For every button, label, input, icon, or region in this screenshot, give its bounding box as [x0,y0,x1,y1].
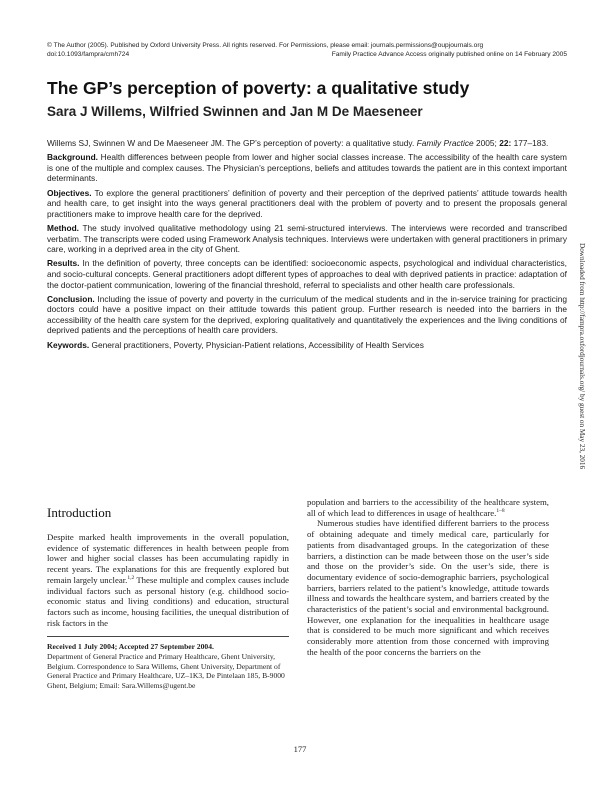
received-dates: Received 1 July 2004; Accepted 27 September 2004. [47,642,214,651]
abstract-label: Objectives. [47,187,92,198]
body-column-left [47,505,289,628]
abstract-text: Health differences between people from lower and higher social classes increase. The accessibility of the health care system is one of the multiple and complex causes. The Physician’s perceptions, beliefs and attitudes towards the patient are in this context important determinants. [47,152,567,184]
intro-paragraph-1 [47,532,289,628]
doi-link[interactable]: doi:10.1093/fampra/cmh724 [47,51,130,58]
abstract-conclusion [47,294,567,336]
abstract-label: Keywords. [47,339,90,350]
abstract-block [47,138,567,354]
abstract-objectives [47,188,567,220]
section-heading-introduction: Introduction [47,505,112,520]
page-number: 177 [293,744,307,754]
abstract-results [47,258,567,290]
footnote-divider [47,636,289,637]
abstract-background [47,152,567,184]
download-watermark[interactable]: Downloaded from http://fampra.oxfordjournals.org/ by guest on May 23, 2016 [578,243,586,470]
paragraph-text: population and barriers to the accessibility of the healthcare system, all of which lead to differences in usage of healthcare. [307,497,549,518]
abstract-label: Results. [47,258,80,269]
citation-pages: 177–183. [511,138,549,148]
article-authors: Sara J Willems, Wilfried Swinnen and Jan M De Maeseneer [47,104,423,119]
abstract-label: Conclusion. [47,293,95,304]
abstract-text: The study involved qualitative methodology using 21 semi-structured interviews. The interviews were recorded and transcribed verbatim. The transcripts were coded using Framework Analysis techniques. Interviews were undertaken with general practitioners in primary care, working in a deprived area in the city of Ghent. [47,222,567,255]
body-column-right [307,497,549,658]
reference-superscript[interactable]: 1–8 [496,507,505,514]
received-footnote [47,642,289,690]
paragraph-text: Despite marked health improvements in the overall population, evidence of systematic differences in health between people from lower and higher social classes has been accumulating rapidly in recent years. The explanations for this are frequently explored but remain largely unclear. [47,532,289,585]
doi-row [47,50,567,59]
abstract-text: General practitioners, Poverty, Physician-Patient relations, Accessibility of Health Services [89,339,424,350]
copyright-line: © The Author (2005). Published by Oxford University Press. All rights reserved. For Permissions, please email: journals.permissions@oupjournals.org [47,42,484,49]
citation-year: 2005; [473,138,500,148]
abstract-text: To explore the general practitioners’ definition of poverty and their perception of the deprived patients’ attitude towards health and health care, to get insight into the ways general practitioners deal with the problem of poverty and to present the proposals general practitioners make to improve health care for the deprived. [47,187,567,219]
advance-access-note: Family Practice Advance Access originally published online on 14 February 2005 [331,51,567,58]
abstract-text: Including the issue of poverty and poverty in the curriculum of the medical students and in the in-service training for practicing doctors could have a positive impact on their attitude towards this patient group. Further research is needed into the barriers in the accessibility of the health care system for the deprived, exploring qualitatively and quantitatively the experiences and the living conditions of deprived patients and the perceptions of health care providers. [47,293,567,336]
abstract-label: Method. [47,222,79,233]
citation-prefix: Willems SJ, Swinnen W and De Maeseneer JM. The GP’s perception of poverty: a qualitative study. [47,138,417,148]
citation-volume: 22: [499,138,512,148]
intro-paragraph-1-continued [307,497,549,518]
abstract-text: In the definition of poverty, three concepts can be identified: socioeconomic aspects, psychological and individual characteristics, and socio-cultural concepts. General practitioners adopt different types of approaches to deal with deprived patients in practice: adaptation of the doctor-patient communication, lowering of the financial threshold, referral to specialists and other health care professionals. [47,258,567,290]
intro-paragraph-2: Numerous studies have identified different barriers to the process of obtaining adequate and timely medical care, particularly for patients from disadvantaged groups. In the categorization of these barriers, a distinction can be made between those on the user’s side and those on the provider’s side. On the user’s side, there is documentary evidence of socio-demographic barriers, psychological barriers, barriers related to the patient’s knowledge, attitude towards illness and towards the healthcare system, and barriers created by the characteristics of the patient’s social and environmental background. However, one explanation for the inequalities in healthcare usage that is considered to be much more significant and which receives considerably more attention from those concerned with improving the health of the poor concerns the barriers on the [307,518,549,657]
citation [47,138,567,149]
abstract-keywords [47,340,567,351]
paragraph-text: These multiple and complex causes include individual factors such as personal history (e.g. childhood socio-economic status and living conditions) and education, structural factors such as income, housing facilities, the unequal distribution of risk factors in the [47,574,289,628]
citation-journal: Family Practice [416,138,474,148]
affiliation-address: Department of General Practice and Primary Healthcare, Ghent University, Belgium. Correspondence to Sara Willems, Ghent University, Department of General Practice and Primary Healthcare, UZ–1K3, De Pintelaan 185, B-9000 Ghent, Belgium; Email: Sara.Willems@ugent.be [47,652,285,690]
abstract-label: Background. [47,152,98,163]
article-title: The GP’s perception of poverty: a qualitative study [47,78,470,98]
abstract-method [47,223,567,255]
copyright-header [47,41,567,59]
reference-superscript[interactable]: 1,2 [127,574,135,581]
